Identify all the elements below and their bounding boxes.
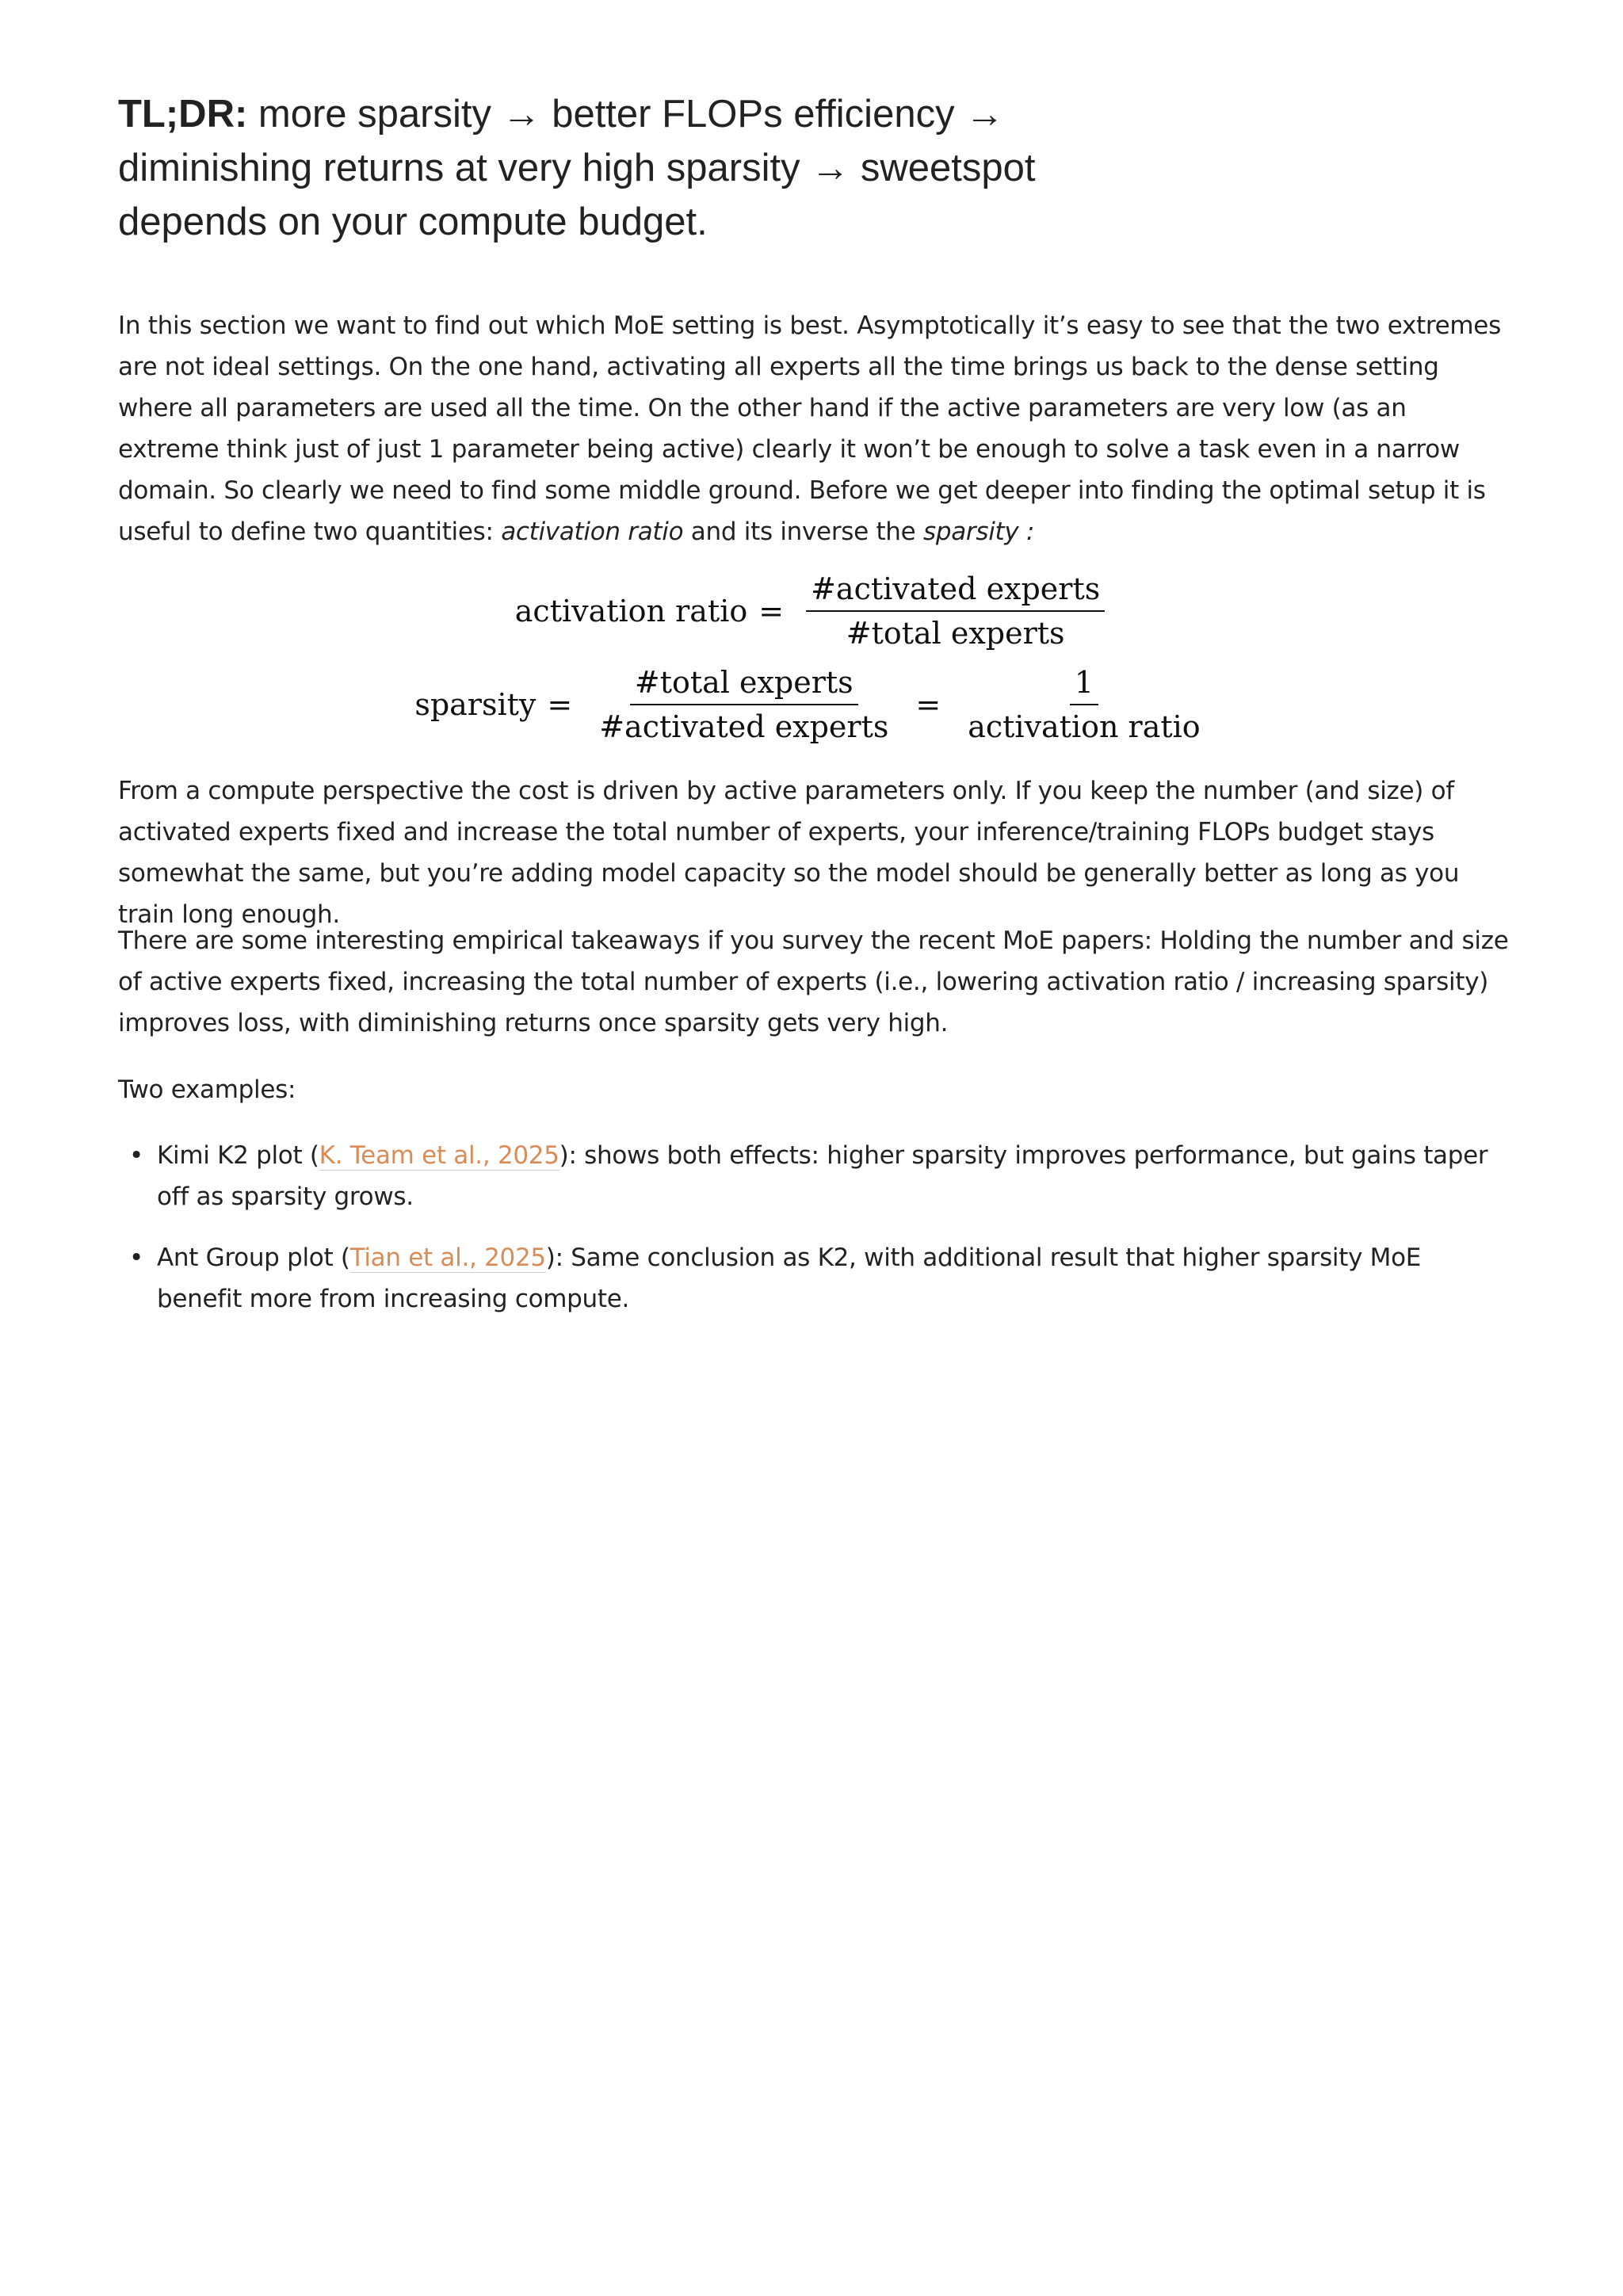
intro-paragraph — [118, 305, 1513, 552]
eq2-fraction-1 — [594, 664, 893, 745]
term-sparsity: sparsity : — [922, 518, 1035, 546]
tldr-text: more sparsity → better FLOPs efficiency → diminishing returns at very high sparsity → sweetspot depends on your compute budget. — [118, 93, 1036, 243]
intro-text-b: and its inverse the — [683, 518, 923, 546]
eq2-numerator-1: #total experts — [630, 664, 858, 705]
citation-link-tian[interactable]: Tian et al., 2025 — [349, 1244, 546, 1272]
eq2-denominator-2: activation ratio — [968, 709, 1201, 744]
example-text-after: ): Same conclusion as K2, with additional result that higher sparsity MoE benefit more from increasing compute. — [157, 1244, 1422, 1313]
compute-paragraph: From a compute perspective the cost is driven by active parameters only. If you keep the number (and size) of activated experts fixed and increase the total number of experts, your inference/training FLOPs budget stays somewhat the same, but you’re adding model capacity so the model should be generally better as long as you train long enough. — [118, 777, 1460, 929]
eq2-denominator-1: #activated experts — [599, 709, 889, 744]
eq2-equals-1: = — [547, 687, 573, 722]
bullet-icon: • — [129, 1244, 143, 1272]
eq1-lhs: activation ratio — [514, 594, 748, 628]
eq2-fraction-2 — [963, 664, 1205, 745]
eq2-numerator-2: 1 — [1070, 664, 1098, 705]
list-item — [118, 1135, 1513, 1217]
equation-sparsity — [118, 664, 1513, 745]
examples-list — [118, 1135, 1513, 1339]
citation-link-kimi[interactable]: K. Team et al., 2025 — [319, 1141, 559, 1170]
equation-activation-ratio — [118, 571, 1513, 651]
term-activation-ratio: activation ratio — [501, 518, 684, 546]
eq2-equals-2: = — [915, 687, 941, 722]
eq2-lhs: sparsity — [414, 687, 537, 722]
eq1-equals: = — [758, 594, 785, 628]
intro-text-a: In this section we want to find out which MoE setting is best. Asymptotically it’s easy to see that the two extremes are not ideal settings. On the one hand, activating all experts all the time brings us back to the dense setting where all parameters are used all the time. On the other hand if the active parameters are very low (as an extreme think just of just 1 parameter being active) clearly it won’t be enough to solve a task even in a narrow domain. So clearly we need to find some middle ground. Before we get deeper into finding the optimal setup it is useful to define two quantities: — [118, 311, 1501, 546]
bullet-icon: • — [129, 1141, 143, 1170]
tldr-summary — [118, 87, 1069, 249]
eq1-numerator: #activated experts — [806, 571, 1105, 612]
eq1-denominator: #total experts — [846, 616, 1065, 651]
example-text-after: ): shows both effects: higher sparsity improves performance, but gains taper off as sparsity grows. — [157, 1141, 1488, 1211]
tldr-label: TL;DR: — [118, 93, 248, 136]
example-text-before: Ant Group plot ( — [157, 1244, 350, 1272]
examples-intro: Two examples: — [118, 1075, 296, 1104]
list-item — [118, 1237, 1513, 1320]
eq1-fraction — [806, 571, 1105, 651]
takeaways-paragraph: There are some interesting empirical takeaways if you survey the recent MoE papers: Holding the number and size of active experts fixed, increasing the total number of experts (i.e., lowering activation ratio / increasing sparsity) improves loss, with diminishing returns once sparsity gets very high. — [118, 926, 1509, 1037]
example-text-before: Kimi K2 plot ( — [157, 1141, 319, 1170]
